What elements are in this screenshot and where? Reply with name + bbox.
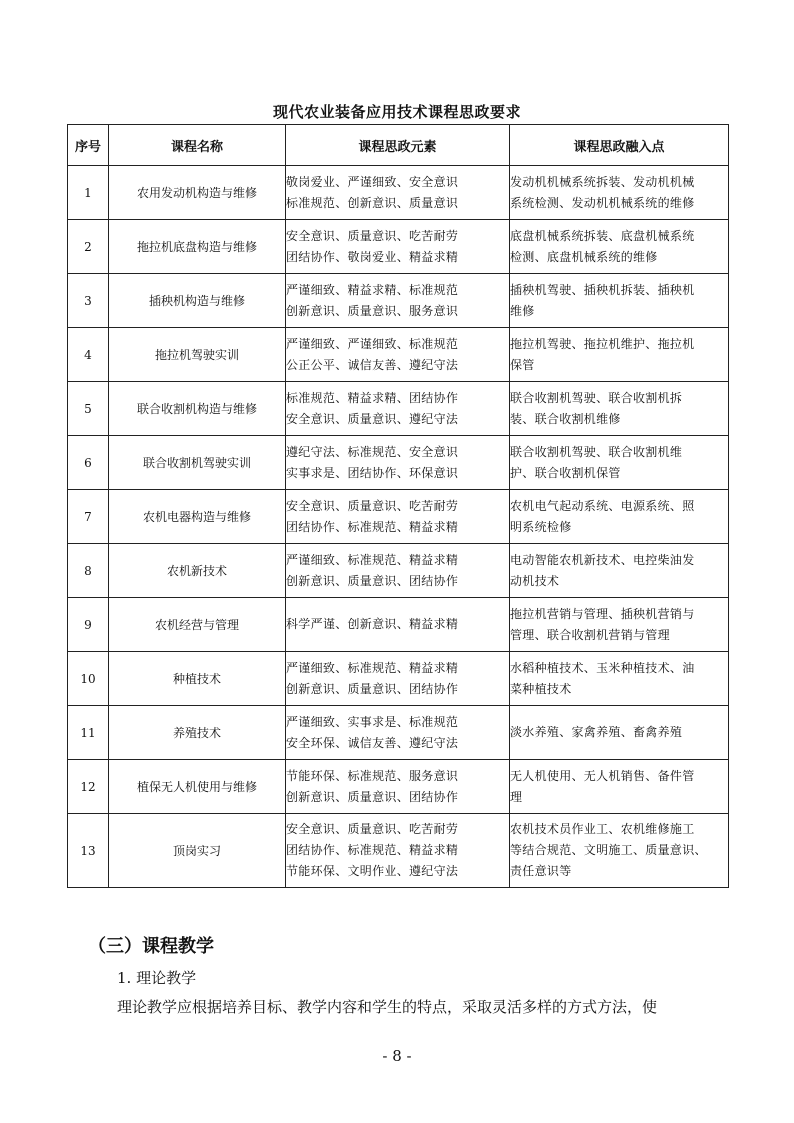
point-line: 明系统检修 bbox=[510, 519, 572, 534]
table-header-row bbox=[68, 125, 729, 166]
row-course-name: 拖拉机驾驶实训 bbox=[109, 328, 286, 382]
element-line: 创新意识、质量意识、团结协作 bbox=[286, 681, 459, 696]
row-index: 4 bbox=[68, 328, 109, 382]
row-index: 1 bbox=[68, 166, 109, 220]
point-line: 管理、联合收割机营销与管理 bbox=[510, 627, 670, 642]
row-course-name: 顶岗实习 bbox=[109, 814, 286, 888]
table-row bbox=[68, 274, 729, 328]
element-line: 严谨细致、严谨细致、标准规范 bbox=[286, 336, 459, 351]
page-number: - 8 - bbox=[382, 1047, 412, 1065]
row-elements bbox=[286, 652, 510, 706]
row-course-name: 插秧机构造与维修 bbox=[109, 274, 286, 328]
row-points bbox=[510, 652, 729, 706]
section-heading: （三）课程教学 bbox=[88, 936, 214, 957]
row-points bbox=[510, 706, 729, 760]
element-line: 团结协作、敬岗爱业、精益求精 bbox=[286, 249, 459, 264]
point-line: 电动智能农机新技术、电控柴油发 bbox=[510, 552, 695, 567]
element-line: 安全环保、诚信友善、遵纪守法 bbox=[286, 735, 459, 750]
row-points bbox=[510, 382, 729, 436]
point-line: 维修 bbox=[510, 303, 535, 318]
row-index: 12 bbox=[68, 760, 109, 814]
header-index: 序号 bbox=[68, 125, 109, 166]
row-course-name: 农机电器构造与维修 bbox=[109, 490, 286, 544]
point-line: 责任意识等 bbox=[510, 864, 572, 878]
element-line: 安全意识、质量意识、吃苦耐劳 bbox=[286, 228, 459, 243]
row-course-name: 联合收割机构造与维修 bbox=[109, 382, 286, 436]
point-line: 插秧机驾驶、插秧机拆装、插秧机 bbox=[510, 282, 695, 297]
element-line: 标准规范、创新意识、质量意识 bbox=[286, 195, 459, 210]
point-line: 联合收割机驾驶、联合收割机维 bbox=[510, 444, 683, 459]
table-row bbox=[68, 652, 729, 706]
point-line: 底盘机械系统拆装、底盘机械系统 bbox=[510, 228, 695, 243]
curriculum-table bbox=[67, 124, 729, 888]
element-line: 敬岗爱业、严谨细致、安全意识 bbox=[286, 174, 459, 189]
element-line: 安全意识、质量意识、吃苦耐劳 bbox=[286, 822, 459, 836]
table-row bbox=[68, 220, 729, 274]
row-points bbox=[510, 328, 729, 382]
point-line: 理 bbox=[510, 789, 523, 804]
element-line: 严谨细致、精益求精、标准规范 bbox=[286, 282, 459, 297]
row-index: 10 bbox=[68, 652, 109, 706]
row-elements bbox=[286, 598, 510, 652]
row-course-name: 植保无人机使用与维修 bbox=[109, 760, 286, 814]
row-index: 13 bbox=[68, 814, 109, 888]
row-course-name: 养殖技术 bbox=[109, 706, 286, 760]
point-line: 联合收割机驾驶、联合收割机拆 bbox=[510, 390, 683, 405]
row-course-name: 农机新技术 bbox=[109, 544, 286, 598]
row-course-name: 农用发动机构造与维修 bbox=[109, 166, 286, 220]
row-course-name: 拖拉机底盘构造与维修 bbox=[109, 220, 286, 274]
row-course-name: 种植技术 bbox=[109, 652, 286, 706]
element-line: 科学严谨、创新意识、精益求精 bbox=[286, 617, 459, 631]
row-points bbox=[510, 598, 729, 652]
point-line: 无人机使用、无人机销售、备件管 bbox=[510, 768, 695, 783]
element-line: 严谨细致、标准规范、精益求精 bbox=[286, 660, 459, 675]
element-line: 创新意识、质量意识、团结协作 bbox=[286, 789, 459, 804]
element-line: 创新意识、质量意识、服务意识 bbox=[286, 303, 459, 318]
row-elements bbox=[286, 814, 510, 888]
header-course-name: 课程名称 bbox=[109, 125, 286, 166]
element-line: 遵纪守法、标准规范、安全意识 bbox=[286, 444, 459, 459]
point-line: 系统检测、发动机机械系统的维修 bbox=[510, 195, 695, 210]
row-index: 7 bbox=[68, 490, 109, 544]
row-course-name: 农机经营与管理 bbox=[109, 598, 286, 652]
point-line: 农机电气起动系统、电源系统、照 bbox=[510, 498, 695, 513]
table-row bbox=[68, 436, 729, 490]
point-line: 拖拉机营销与管理、插秧机营销与 bbox=[510, 606, 695, 621]
element-line: 安全意识、质量意识、遵纪守法 bbox=[286, 411, 459, 426]
row-elements bbox=[286, 436, 510, 490]
element-line: 创新意识、质量意识、团结协作 bbox=[286, 573, 459, 588]
point-line: 农机技术员作业工、农机维修施工 bbox=[510, 822, 695, 836]
element-line: 标准规范、精益求精、团结协作 bbox=[286, 390, 459, 405]
element-line: 团结协作、标准规范、精益求精 bbox=[286, 519, 459, 534]
table-title: 现代农业装备应用技术课程思政要求 bbox=[272, 103, 521, 121]
point-line: 装、联合收割机维修 bbox=[510, 411, 621, 426]
table-row bbox=[68, 814, 729, 888]
row-index: 5 bbox=[68, 382, 109, 436]
element-line: 节能环保、标准规范、服务意识 bbox=[286, 768, 459, 783]
body-paragraph: 理论教学应根据培养目标、教学内容和学生的特点，采取灵活多样的方式方法，使 bbox=[117, 998, 658, 1016]
element-line: 严谨细致、实事求是、标准规范 bbox=[286, 714, 459, 729]
row-elements bbox=[286, 760, 510, 814]
row-elements bbox=[286, 490, 510, 544]
table-row bbox=[68, 544, 729, 598]
row-points bbox=[510, 166, 729, 220]
row-elements bbox=[286, 382, 510, 436]
row-index: 2 bbox=[68, 220, 109, 274]
point-line: 菜种植技术 bbox=[510, 681, 572, 696]
table-row bbox=[68, 598, 729, 652]
row-points bbox=[510, 220, 729, 274]
point-line: 淡水养殖、家禽养殖、畜禽养殖 bbox=[510, 725, 683, 739]
row-points bbox=[510, 436, 729, 490]
point-line: 水稻种植技术、玉米种植技术、油 bbox=[510, 660, 695, 675]
table-row bbox=[68, 760, 729, 814]
point-line: 发动机机械系统拆装、发动机机械 bbox=[510, 174, 695, 189]
point-line: 拖拉机驾驶、拖拉机维护、拖拉机 bbox=[510, 336, 695, 351]
element-line: 节能环保、文明作业、遵纪守法 bbox=[286, 864, 459, 878]
row-elements bbox=[286, 706, 510, 760]
row-elements bbox=[286, 328, 510, 382]
row-index: 6 bbox=[68, 436, 109, 490]
row-points bbox=[510, 274, 729, 328]
row-elements bbox=[286, 166, 510, 220]
row-points bbox=[510, 490, 729, 544]
element-line: 严谨细致、标准规范、精益求精 bbox=[286, 552, 459, 567]
row-course-name: 联合收割机驾驶实训 bbox=[109, 436, 286, 490]
point-line: 等结合规范、文明施工、质量意识、 bbox=[510, 843, 707, 857]
point-line: 检测、底盘机械系统的维修 bbox=[510, 249, 658, 264]
row-elements bbox=[286, 220, 510, 274]
element-line: 安全意识、质量意识、吃苦耐劳 bbox=[286, 498, 459, 513]
row-index: 9 bbox=[68, 598, 109, 652]
point-line: 保管 bbox=[510, 357, 535, 372]
row-index: 11 bbox=[68, 706, 109, 760]
table-row bbox=[68, 166, 729, 220]
element-line: 团结协作、标准规范、精益求精 bbox=[286, 843, 459, 857]
point-line: 动机技术 bbox=[510, 573, 560, 588]
table-row bbox=[68, 490, 729, 544]
row-points bbox=[510, 814, 729, 888]
table-row bbox=[68, 382, 729, 436]
row-elements bbox=[286, 544, 510, 598]
table-row bbox=[68, 706, 729, 760]
table-row bbox=[68, 328, 729, 382]
subsection-heading: 1. 理论教学 bbox=[117, 969, 197, 987]
element-line: 实事求是、团结协作、环保意识 bbox=[286, 465, 459, 480]
row-points bbox=[510, 544, 729, 598]
row-points bbox=[510, 760, 729, 814]
row-index: 3 bbox=[68, 274, 109, 328]
row-elements bbox=[286, 274, 510, 328]
element-line: 公正公平、诚信友善、遵纪守法 bbox=[286, 357, 459, 372]
point-line: 护、联合收割机保管 bbox=[510, 465, 621, 480]
header-points: 课程思政融入点 bbox=[510, 125, 729, 166]
header-elements: 课程思政元素 bbox=[286, 125, 510, 166]
row-index: 8 bbox=[68, 544, 109, 598]
